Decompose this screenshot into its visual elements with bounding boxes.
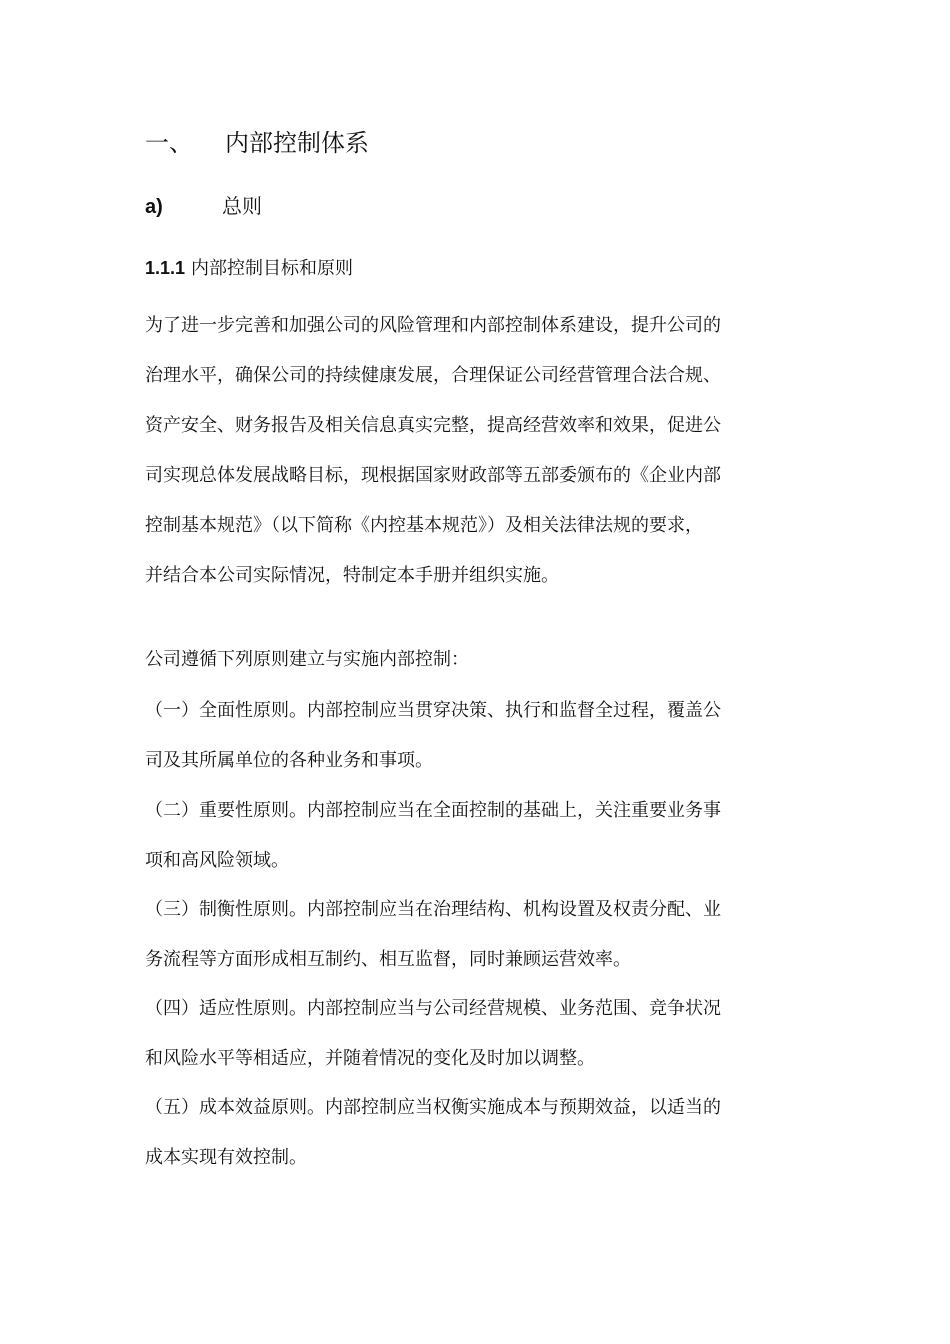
paragraph-line: 资产安全、财务报告及相关信息真实完整，提高经营效率和效果，促进公 [145, 415, 721, 436]
paragraph-line: 务流程等方面形成相互制约、相互监督，同时兼顾运营效率。 [145, 949, 631, 970]
paragraph-line: （三）制衡性原则。内部控制应当在治理结构、机构设置及权责分配、业 [145, 899, 721, 920]
section-title-2: 总则 [222, 194, 262, 218]
section-number-1: 一、 [145, 129, 193, 157]
paragraph-line: （四）适应性原则。内部控制应当与公司经营规模、业务范围、竞争状况 [145, 998, 721, 1019]
paragraph-line: 为了进一步完善和加强公司的风险管理和内部控制体系建设，提升公司的 [145, 315, 721, 336]
section-heading-3 [145, 254, 353, 282]
paragraph-line: 治理水平，确保公司的持续健康发展，合理保证公司经营管理合法合规、 [145, 365, 721, 386]
paragraph-line: 项和高风险领域。 [145, 850, 289, 871]
paragraph-line: 和风险水平等相适应，并随着情况的变化及时加以调整。 [145, 1048, 595, 1069]
section-heading-2 [145, 191, 262, 221]
paragraph-line: 公司遵循下列原则建立与实施内部控制： [145, 649, 469, 670]
paragraph-line: 司实现总体发展战略目标，现根据国家财政部等五部委颁布的《企业内部 [145, 465, 721, 486]
paragraph-line: 司及其所属单位的各种业务和事项。 [145, 750, 433, 771]
section-number-3: 1.1.1 [145, 258, 186, 278]
paragraph-line: （二）重要性原则。内部控制应当在全面控制的基础上，关注重要业务事 [145, 800, 721, 821]
principle-item-1 [145, 686, 815, 786]
paragraph-line: （五）成本效益原则。内部控制应当权衡实施成本与预期效益，以适当的 [145, 1097, 721, 1118]
paragraph-line: 并结合本公司实际情况，特制定本手册并组织实施。 [145, 565, 559, 586]
section-number-2: a) [145, 196, 163, 218]
paragraph-line: （一）全面性原则。内部控制应当贯穿决策、执行和监督全过程，覆盖公 [145, 700, 721, 721]
principle-item-5 [145, 1083, 815, 1183]
section-title-1: 内部控制体系 [225, 129, 369, 157]
paragraph-line: 控制基本规范》（以下简称《内控基本规范》）及相关法律法规的要求， [145, 515, 703, 536]
principle-item-3 [145, 885, 815, 985]
section-title-3: 内部控制目标和原则 [191, 258, 354, 279]
principle-item-4 [145, 984, 815, 1084]
section-heading-1 [145, 126, 369, 160]
principles-intro [145, 635, 815, 685]
intro-paragraph [145, 301, 815, 601]
paragraph-line: 成本实现有效控制。 [145, 1147, 307, 1168]
principle-item-2 [145, 786, 815, 886]
